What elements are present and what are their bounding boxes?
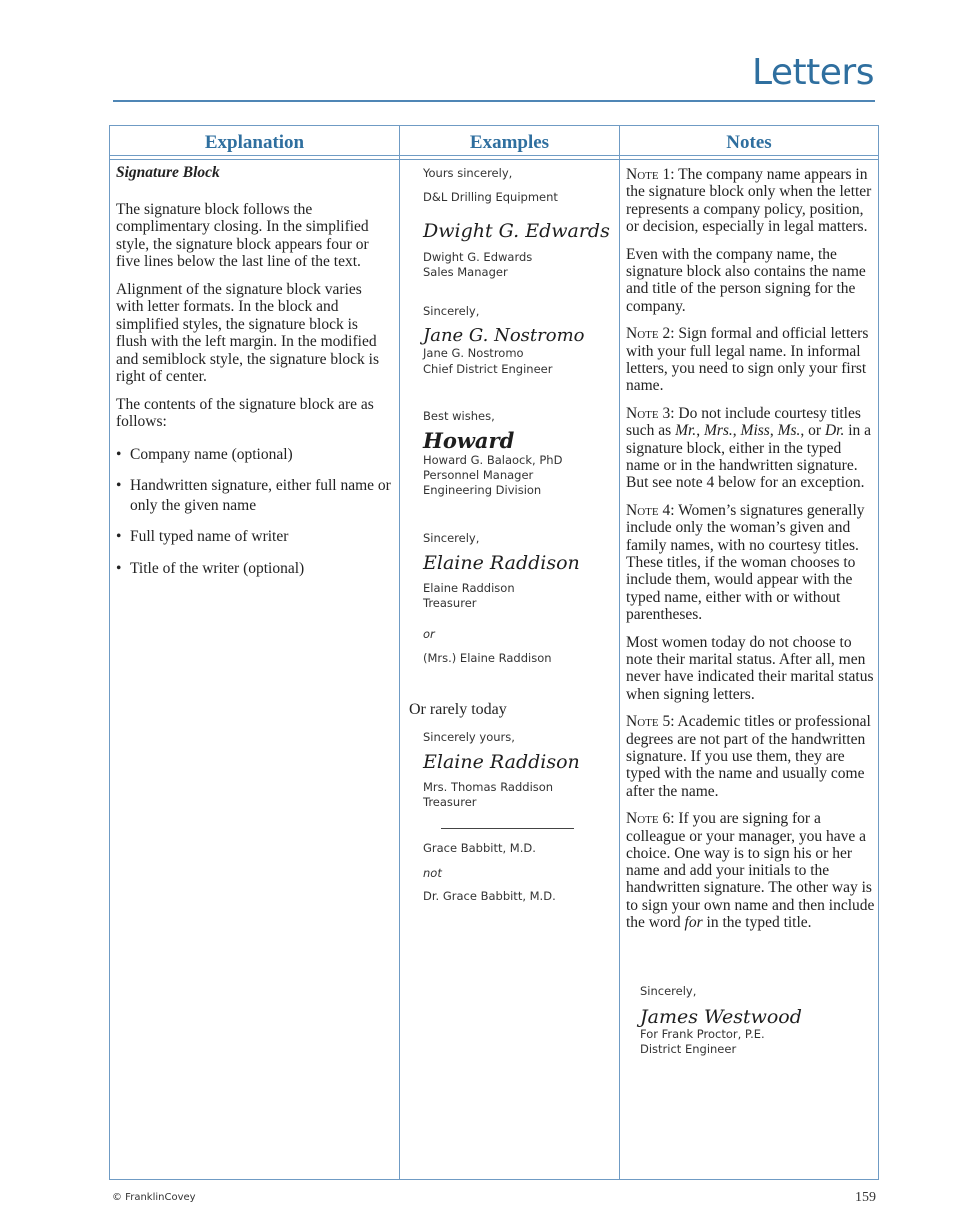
example-typed-name: Mrs. Thomas Raddison [423, 780, 554, 794]
example-closing: Sincerely, [423, 531, 480, 545]
example-closing: Sincerely, [640, 984, 697, 998]
example-title: Sales Manager [423, 265, 508, 279]
note-label: Note [626, 166, 659, 183]
example-title: Treasurer [423, 795, 477, 809]
example-typed-name: Grace Babbitt, M.D. [423, 841, 536, 855]
example-typed-name: Jane G. Nostromo [423, 346, 524, 360]
example-closing: Best wishes, [423, 409, 495, 423]
bullet-icon: • [116, 477, 122, 494]
note-3: Note 3: Do not include courtesy titles such as Mr., Mrs., Miss, Ms., or Dr. in a signature block, either in the typed name or in the handwritten signature. But see note 4 below for an exception. [626, 405, 872, 492]
section-heading: Signature Block [116, 164, 220, 181]
handwritten-signature: Howard [423, 428, 515, 453]
handwritten-signature: James Westwood [640, 1006, 802, 1028]
handwritten-signature: Dwight G. Edwards [423, 220, 610, 242]
example-title: Treasurer [423, 596, 477, 610]
column-header-notes: Notes [726, 132, 772, 153]
list-item: • Full typed name of writer [116, 528, 289, 545]
note-5: Note 5: Academic titles or professional degrees are not part of the handwritten signature. If you use them, they are typed with the name and usually come after the name. [626, 713, 871, 800]
note-label: Note [626, 325, 659, 343]
explanation-column [116, 164, 391, 590]
explanation-paragraph: The contents of the signature block are as follows: [116, 395, 374, 430]
contents-list [116, 445, 391, 579]
example-or: or [423, 627, 435, 641]
example-title: Engineering Division [423, 483, 542, 497]
example-closing: Yours sincerely, [423, 166, 513, 180]
example-incorrect-name: Dr. Grace Babbitt, M.D. [423, 889, 556, 903]
note-label: Note [626, 502, 659, 520]
example-closing: Sincerely, [423, 304, 480, 318]
page-title: Letters [751, 52, 874, 93]
list-item: • Title of the writer (optional) [116, 559, 305, 577]
note-1: Note 1: The company name appears in the signature block only when the letter represents a company policy, position, or decision, especially in legal matters. [626, 166, 872, 235]
note-paragraph: Most women today do not choose to note their marital status. After all, men never have indicated their marital status when signing letters. [626, 633, 874, 703]
example-not: not [423, 866, 442, 880]
example-typed-name: Howard G. Balaock, PhD [423, 453, 563, 467]
example-typed-name: Dwight G. Edwards [423, 250, 533, 264]
note-label: Note [626, 713, 659, 731]
example-title: Chief District Engineer [423, 362, 553, 376]
note-paragraph: Even with the company name, the signature block also contains the name and title of the person signing for the company. [626, 245, 866, 315]
example-alternate-name: (Mrs.) Elaine Raddison [423, 651, 552, 665]
copyright: © FranklinCovey [112, 1192, 196, 1203]
note-6: Note 6: If you are signing for a colleague or your manager, you have a choice. One way is to sign his or her name and add your initials to the handwritten signature. The other way is to sign your own name and then include the word for in the typed title. [626, 810, 875, 932]
bullet-icon: • [116, 528, 122, 545]
bullet-icon: • [116, 445, 122, 463]
column-header-examples: Examples [469, 132, 550, 153]
column-divider [399, 126, 400, 1179]
handwritten-signature: Jane G. Nostromo [423, 325, 585, 346]
note-4: Note 4: Women’s signatures generally include only the woman’s given and family names, with no courtesy titles. These titles, if the woman chooses to include them, would appear with the typed name, either with or without parentheses. [626, 502, 865, 623]
handwritten-signature: Elaine Raddison [423, 751, 580, 773]
example-subheading: Or rarely today [409, 701, 507, 718]
example-company: D&L Drilling Equipment [423, 190, 558, 204]
header-rule [110, 155, 878, 156]
page-number: 159 [855, 1190, 876, 1205]
note-label: Note [626, 810, 659, 828]
bullet-icon: • [116, 559, 122, 577]
example-title: District Engineer [640, 1042, 737, 1056]
example-closing: Sincerely yours, [423, 730, 515, 744]
list-item: • Company name (optional) [116, 445, 293, 463]
explanation-paragraph: The signature block follows the complimentary closing. In the simplified style, the signature block appears four or five lines below the last line of the text. [116, 200, 369, 270]
example-title: Personnel Manager [423, 468, 534, 482]
header-rule [110, 159, 878, 160]
example-typed-name: For Frank Proctor, P.E. [640, 1027, 765, 1041]
example-typed-name: Elaine Raddison [423, 581, 515, 595]
note-2: Note 2: Sign formal and official letters with your full legal name. In informal letters, you need to sign only your first name. [626, 325, 869, 395]
explanation-paragraph: Alignment of the signature block varies with letter formats. In the block and simplified styles, the signature block is flush with the left margin. In the modified and semiblock style, the signature block is right of center. [116, 280, 380, 385]
title-rule [113, 100, 875, 102]
handwritten-signature: Elaine Raddison [423, 552, 580, 574]
column-header-explanation: Explanation [204, 132, 305, 153]
list-item: • Handwritten signature, either full name or only the given name [116, 477, 391, 514]
notes-column [626, 166, 876, 942]
column-divider [619, 126, 620, 1179]
signature-line [441, 828, 574, 829]
note-label: Note [626, 405, 659, 423]
